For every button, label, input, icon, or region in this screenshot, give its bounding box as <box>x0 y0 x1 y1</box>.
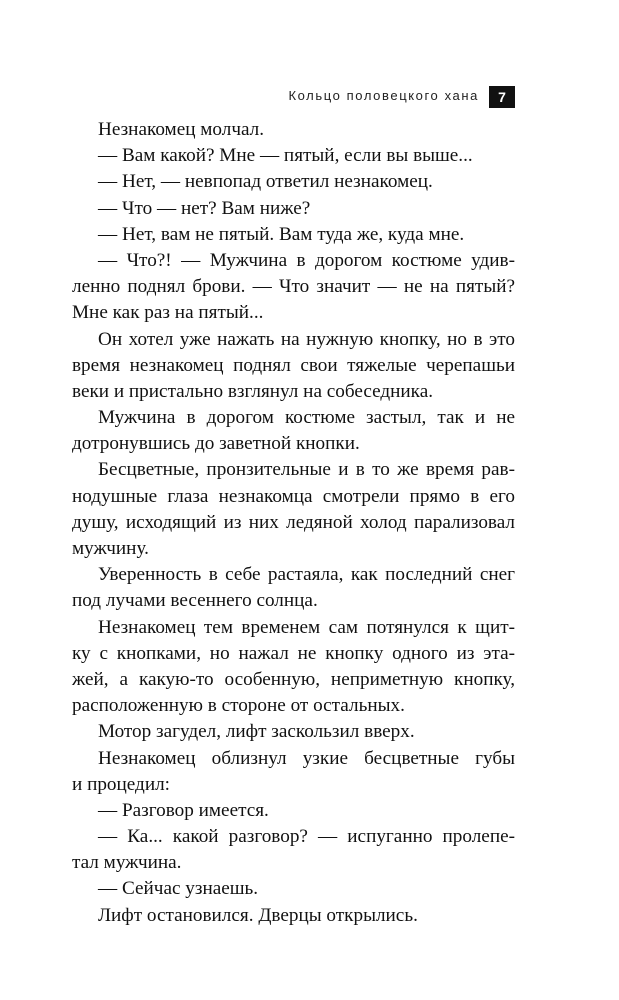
text-line: — Нет, — невпопад ответил незнакомец. <box>98 171 433 193</box>
text-line: — Ка... какой разговор? — испуганно пролепе- <box>98 826 515 848</box>
text-line: — Разговор имеется. <box>98 799 269 821</box>
text-line: мужчину. <box>72 538 149 559</box>
text-line: — Что?! — Мужчина в дорогом костюме удив- <box>98 249 515 271</box>
page-header <box>0 86 515 108</box>
text-line: Бесцветные, пронзительные и в то же время рав- <box>98 459 515 481</box>
text-line: — Нет, вам не пятый. Вам туда же, куда мне. <box>98 223 465 245</box>
text-line: Мне как раз на пятый... <box>72 302 264 324</box>
text-line: нодушные глаза незнакомца смотрели прямо в его <box>72 485 515 507</box>
text-line: веки и пристально взглянул на собеседника. <box>72 380 434 402</box>
text-line: время незнакомец поднял свои тяжелые черепашьи <box>72 354 515 376</box>
text-line: Уверенность в себе растаяла, как последний снег <box>98 564 515 586</box>
text-line: душу, исходящий из них ледяной холод парализовал <box>72 511 515 533</box>
text-line: Мотор загудел, лифт заскользил вверх. <box>98 721 415 743</box>
text-line: — Сейчас узнаешь. <box>98 878 259 900</box>
text-line: Незнакомец молчал. <box>98 119 265 140</box>
text-line: расположенную в стороне от остальных. <box>72 695 405 717</box>
page-number-badge: 7 <box>489 86 515 108</box>
text-line: дотронувшись до заветной кнопки. <box>72 433 360 455</box>
text-line: ку с кнопками, но нажал не кнопку одного из эта- <box>72 642 515 664</box>
text-line: Лифт остановился. Дверцы открылись. <box>98 904 418 926</box>
body-text <box>72 117 515 929</box>
text-line: — Что — нет? Вам ниже? <box>98 197 311 219</box>
running-title: Кольцо половецкого хана <box>288 88 479 103</box>
text-line: ленно поднял брови. — Что значит — не на пятый? <box>72 276 515 298</box>
text-line: Незнакомец облизнул узкие бесцветные губы <box>98 747 515 769</box>
text-line: под лучами весеннего солнца. <box>72 590 318 612</box>
text-line: тал мужчина. <box>72 852 182 874</box>
text-line: Незнакомец тем временем сам потянулся к щит- <box>98 616 515 638</box>
text-line: — Вам какой? Мне — пятый, если вы выше... <box>98 145 473 167</box>
text-line: и процедил: <box>72 773 170 795</box>
text-line: Мужчина в дорогом костюме застыл, так и не <box>98 407 515 429</box>
text-line: Он хотел уже нажать на нужную кнопку, но в это <box>98 328 515 350</box>
text-line: жей, а какую-то особенную, неприметную кнопку, <box>72 668 515 690</box>
